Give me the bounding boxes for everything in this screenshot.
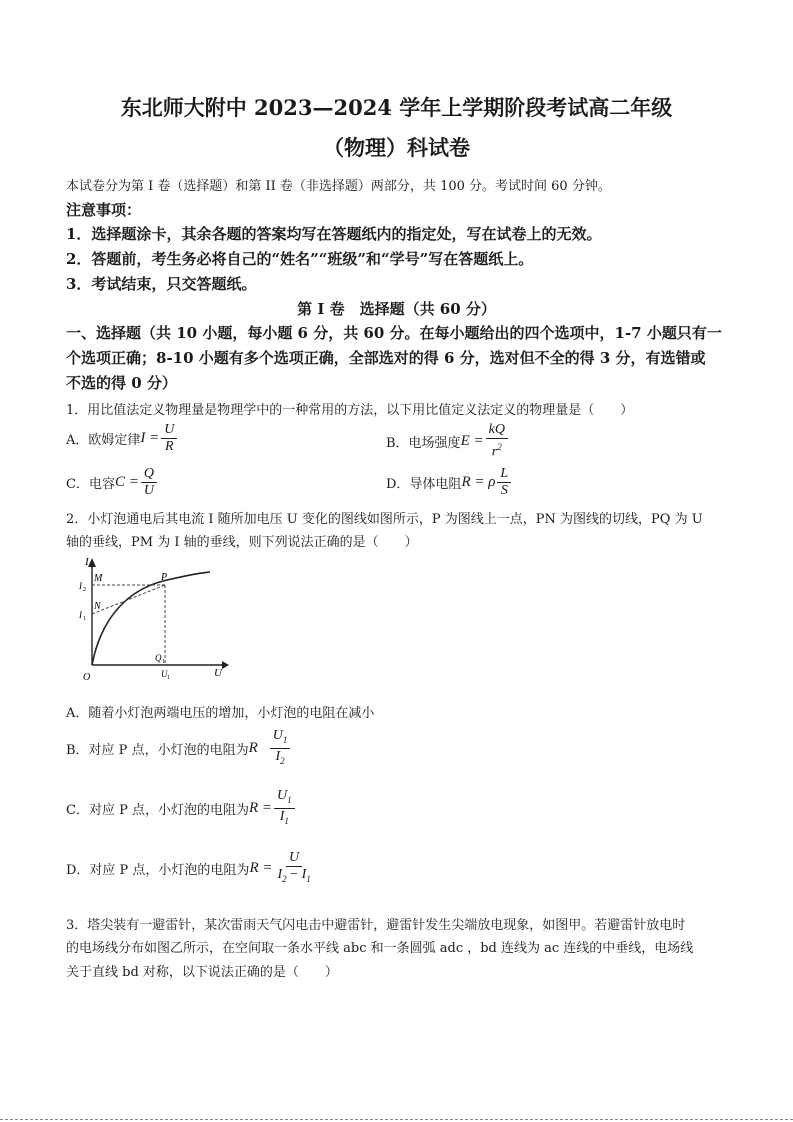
q1-option-d-label: D．导体电阻 [386, 477, 462, 492]
graph-label-i1: I [79, 610, 82, 620]
graph-label-i: I [85, 556, 89, 568]
graph-label-q-sub: 1 [162, 659, 165, 665]
q2-option-d-text: D．对应 P 点，小灯泡的电阻为 [66, 862, 250, 878]
q3-line-2: 的电场线分布如图乙所示，在空间取一条水平线 abc 和一条圆弧 adc ，bd 连线为 ac 连线的中垂线，电场线 [66, 941, 694, 956]
iu-curve [92, 572, 210, 665]
q1-option-b-fraction [486, 422, 508, 461]
pn-tangent [92, 585, 165, 614]
q2-option-b-num-sub: 1 [282, 734, 288, 745]
q1-option-b-label: B．电场强度 [386, 435, 461, 451]
q2-option-d-den-b-sub: 1 [306, 873, 311, 884]
graph-label-o: O [83, 672, 91, 683]
q2-option-b-text: B．对应 P 点，小灯泡的电阻为 [66, 742, 249, 758]
q2-option-d-den-a-sub: 2 [282, 873, 287, 884]
q2-option-d-den-b: I [301, 867, 307, 882]
q1-option-b-num: kQ [486, 422, 508, 439]
q1-option-c-label: C．电容 [66, 477, 115, 492]
graph-label-m: M [94, 573, 103, 584]
notice-item-3: 3．考试结束，只交答题纸。 [66, 275, 257, 293]
q1-option-a-lhs: I = [140, 430, 160, 446]
q2-stem-line-2: 轴的垂线，PM 为 I 轴的垂线，则下列说法正确的是（ ） [66, 535, 418, 550]
part-instruction-line-1: 一、选择题（共 10 小题，每小题 6 分，共 60 分。在每小题给出的四个选项中，1-7 小题只有一 [66, 324, 722, 342]
q2-stem-line-1: 2．小灯泡通电后其电流 I 随所加电压 U 变化的图线如图所示，P 为图线上一点，PN 为图线的切线，PQ 为 U [66, 512, 703, 527]
q3-line-3: 关于直线 bd 对称，以下说法正确的是（ ） [66, 965, 338, 980]
q1-option-b-den-sup: 2 [497, 442, 502, 452]
q1-option-d-den: S [500, 483, 508, 498]
q2-option-d-num: U [286, 850, 302, 867]
q2-option-a: A．随着小灯泡两端电压的增加，小灯泡的电阻在减小 [66, 706, 375, 721]
graph-label-n: N [94, 601, 101, 612]
q2-option-d [66, 850, 316, 887]
q1-option-d-num: L [497, 466, 511, 483]
q2-option-c-den: I [279, 808, 285, 824]
part-instruction-line-2: 个选项正确；8-10 小题有多个选项正确，全部选对的得 6 分，选对但不全的得 3 分，有选错或 [66, 349, 706, 367]
graph-label-i1-sub: 1 [83, 616, 86, 622]
q1-option-b [386, 422, 510, 461]
q1-option-b-lhs: E = [460, 432, 484, 449]
exam-title: 东北师大附中 2023—2024 学年上学期阶段考试高二年级 [120, 95, 673, 120]
section-title: 第 I 卷 选择题（共 60 分） [297, 300, 496, 318]
q1-option-b-den: r [491, 444, 498, 460]
q2-option-d-den-a: I [277, 867, 283, 882]
q1-stem: 1．用比值法定义物理量是物理学中的一种常用的方法，以下用比值定义法定义的物理量是（ ） [66, 403, 634, 418]
q1-option-a-label: A．欧姆定律 [66, 433, 141, 448]
notice-item-1: 1．选择题涂卡，其余各题的答案均写在答题纸内的指定处，写在试卷上的无效。 [66, 225, 602, 243]
q2-option-c [66, 788, 297, 829]
q2-option-c-text: C．对应 P 点，小灯泡的电阻为 [66, 802, 249, 818]
notice-item-2: 2．答题前，考生务必将自己的“姓名”“班级”和“学号”写在答题纸上。 [66, 250, 534, 268]
q2-option-c-den-sub: 1 [284, 815, 289, 826]
q2-option-b-den-sub: 2 [280, 755, 285, 766]
q1-option-a-den: R [165, 439, 174, 454]
q1-option-a-num: U [161, 422, 177, 439]
q2-option-d-den-minus: − [286, 867, 302, 882]
q1-option-c-den: U [143, 483, 154, 498]
q1-option-c-fraction [141, 466, 157, 499]
q1-option-d-fraction [497, 466, 511, 499]
page-bottom-border [0, 1119, 793, 1120]
q2-option-d-fraction [274, 850, 313, 887]
q1-option-c-lhs: C = [114, 474, 139, 490]
notice-heading: 注意事项： [66, 201, 142, 219]
graph-label-q: Q [155, 653, 162, 663]
iu-graph [72, 553, 232, 683]
q2-option-c-num: U [277, 788, 288, 803]
q3-line-1: 3．塔尖装有一避雷针，某次雷雨天气闪电击中避雷针，避雷针发生尖端放电现象，如图甲。若避雷针放电时 [66, 918, 686, 933]
q1-option-a-fraction [161, 422, 177, 455]
part-instruction-line-3: 不选的得 0 分） [66, 374, 177, 392]
exam-intro: 本试卷分为第 I 卷（选择题）和第 II 卷（非选择题）两部分，共 100 分。考试时间 60 分钟。 [66, 179, 611, 194]
graph-label-u: U [214, 667, 222, 679]
q2-option-b-num: U [272, 728, 283, 743]
q2-option-b [66, 728, 292, 769]
q1-option-d-lhs: R = ρ [461, 474, 496, 490]
q1-option-d [386, 466, 513, 499]
q2-option-c-num-sub: 1 [287, 794, 292, 805]
exam-subtitle: （物理）科试卷 [323, 135, 470, 160]
graph-label-p: P [161, 572, 168, 583]
q1-option-c-num: Q [141, 466, 157, 483]
q2-option-b-fraction [270, 728, 291, 769]
i-axis-arrow [88, 558, 96, 567]
graph-label-u1-sub: 1 [167, 675, 170, 681]
q2-option-c-lhs: R = [248, 799, 273, 816]
q1-option-c [66, 466, 159, 499]
graph-label-u1: U [161, 669, 168, 679]
q1-option-a [66, 422, 179, 455]
graph-label-i2-sub: 2 [83, 587, 86, 593]
q2-option-b-lhs: R [248, 739, 258, 756]
u-axis-arrow [222, 661, 229, 669]
q2-option-d-lhs: R = [249, 859, 273, 876]
graph-label-i2: I [79, 581, 82, 591]
q2-option-b-den: I [275, 748, 281, 764]
q2-option-c-fraction [274, 788, 295, 829]
